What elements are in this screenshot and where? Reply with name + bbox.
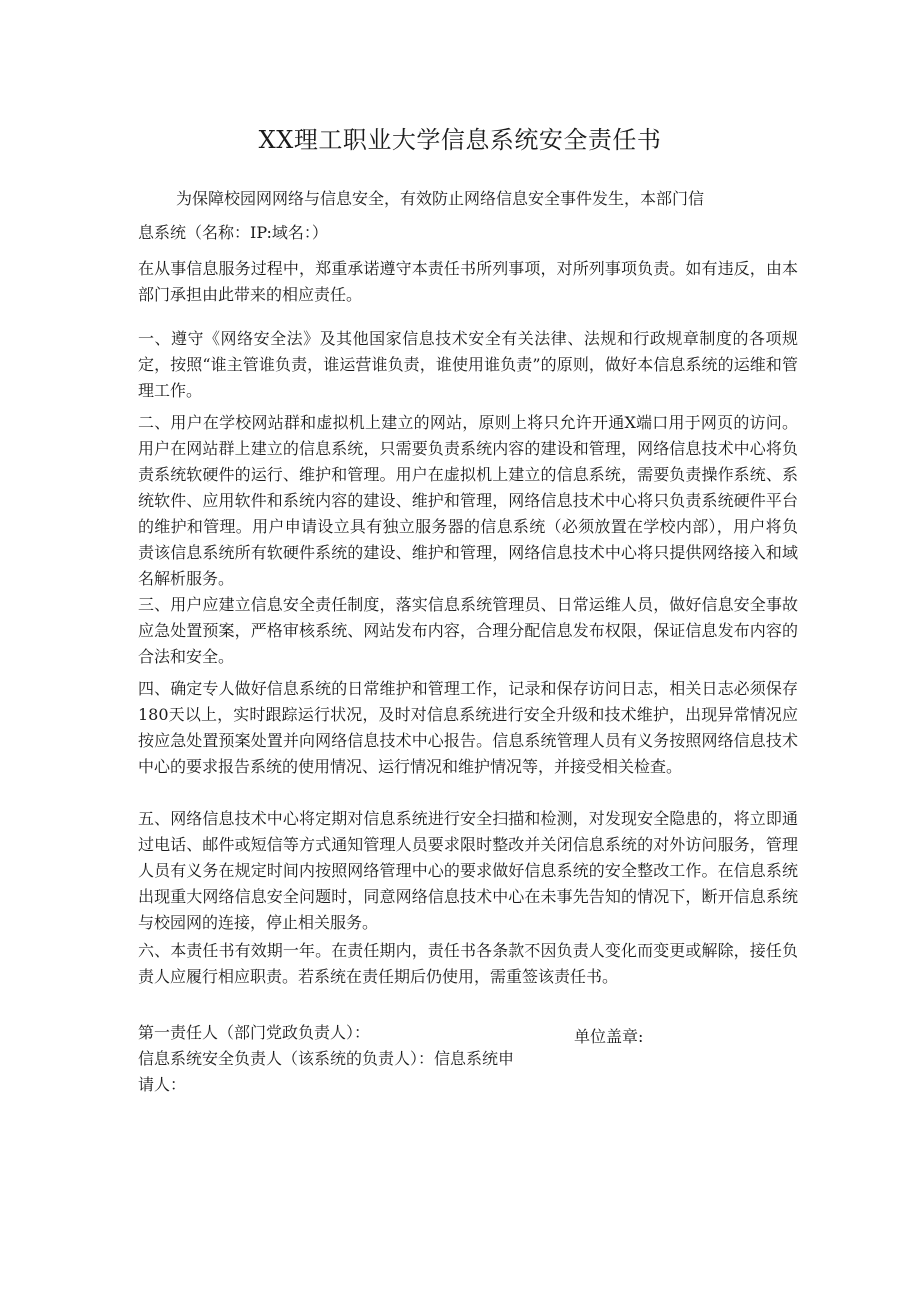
intro-line-2: 息系统（名称：IP:域名：） bbox=[138, 223, 328, 242]
intro-line-1: 为保障校园网网络与信息安全，有效防止网络信息安全事件发生，本部门信 bbox=[176, 189, 705, 208]
security-responsible-label: 信息系统安全负责人（该系统的负责人）：信息系统申 bbox=[138, 1049, 515, 1068]
clause-3: 三、用户应建立信息安全责任制度，落实信息系统管理员、日常运维人员，做好信息安全事故应急处置预案，严格审核系统、网站发布内容，合理分配信息发布权限，保证信息发布内容的合法和安全。 bbox=[138, 595, 798, 666]
clause-1: 一、遵守《网络安全法》及其他国家信息技术安全有关法律、法规和行政规章制度的各项规定，按照“谁主管谁负责，谁运营谁负责，谁使用谁负责”的原则，做好本信息系统的运维和管理工作。 bbox=[138, 329, 798, 400]
document-title: XX理工职业大学信息系统安全责任书 bbox=[258, 126, 662, 154]
unit-seal-label: 单位盖章: bbox=[574, 1027, 644, 1046]
clause-6: 六、本责任书有效期一年。在责任期内，责任书各条款不因负责人变化而变更或解除，接任负责人应履行相应职责。若系统在责任期后仍使用，需重签该责任书。 bbox=[138, 941, 798, 986]
clause-2: 二、用户在学校网站群和虚拟机上建立的网站，原则上将只允许开通X端口用于网页的访问。用户在网站群上建立的信息系统，只需要负责系统内容的建设和管理，网络信息技术中心将负责系统软硬件的运行、维护和管理。用户在虚拟机上建立的信息系统，需要负责操作系统、系统软件、应用软件和系统内容的建设、维护和管理，网络信息技术中心将只负责系统硬件平台的维护和管理。用户申请设立具有独立服务器的信息系统（必须放置在学校内部），用户将负责该信息系统所有软硬件系统的建设、维护和管理，网络信息技术中心将只提供网络接入和域名解析服务。 bbox=[138, 413, 798, 588]
clause-4: 四、确定专人做好信息系统的日常维护和管理工作，记录和保存访问日志，相关日志必须保存180天以上，实时跟踪运行状况，及时对信息系统进行安全升级和技术维护，出现异常情况应按应急处置预案处置并向网络信息技术中心报告。信息系统管理人员有义务按照网络信息技术中心的要求报告系统的使用情况、运行情况和维护情况等，并接受相关检查。 bbox=[138, 679, 798, 776]
applicant-label: 请人： bbox=[138, 1075, 187, 1094]
clause-5: 五、网络信息技术中心将定期对信息系统进行安全扫描和检测，对发现安全隐患的，将立即通过电话、邮件或短信等方式通知管理人员要求限时整改并关闭信息系统的对外访问服务，管理人员有义务在规定时间内按照网络管理中心的要求做好信息系统的安全整改工作。在信息系统出现重大网络信息安全问题时，同意网络信息技术中心在未事先告知的情况下，断开信息系统与校园网的连接，停止相关服务。 bbox=[138, 809, 798, 932]
first-responsible-label: 第一责任人（部门党政负责人）： bbox=[138, 1023, 371, 1042]
intro-line-3: 在从事信息服务过程中，郑重承诺遵守本责任书所列事项，对所列事项负责。如有违反，由本部门承担由此带来的相应责任。 bbox=[138, 259, 798, 304]
